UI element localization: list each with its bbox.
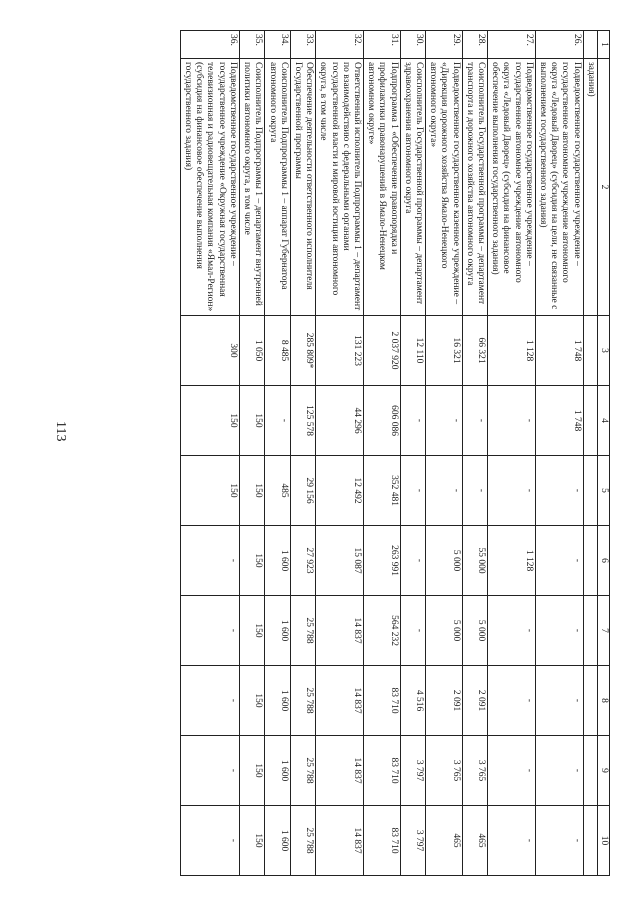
value-cell: 14 837 [316, 806, 364, 876]
value-cell: 3 765 [425, 736, 462, 806]
value-cell: - [535, 596, 583, 666]
value-cell: 16 321 [425, 316, 462, 386]
value-cell: - [425, 386, 462, 456]
value-cell: 44 296 [316, 386, 364, 456]
value-cell: - [400, 456, 425, 526]
value-cell: 5 000 [425, 526, 462, 596]
value-cell: 12 492 [316, 456, 364, 526]
value-cell [583, 456, 597, 526]
value-cell: 1 050 [239, 316, 264, 386]
value-cell: 1 128 [487, 316, 535, 386]
table-row [180, 31, 239, 876]
value-cell: - [180, 736, 239, 806]
value-cell: 5 000 [462, 596, 487, 666]
value-cell: 27 923 [290, 526, 315, 596]
value-cell: - [535, 806, 583, 876]
table-row [239, 31, 264, 876]
value-cell: - [180, 526, 239, 596]
value-cell: 606 086 [363, 386, 400, 456]
value-cell: 5 000 [425, 596, 462, 666]
value-cell: 1 128 [487, 526, 535, 596]
column-header: 5 [597, 456, 609, 526]
budget-table-sheet [80, 30, 610, 875]
value-cell: 1 748 [535, 316, 583, 386]
value-cell: 1 600 [265, 666, 290, 736]
value-cell: 83 710 [363, 666, 400, 736]
value-cell: 150 [239, 526, 264, 596]
row-name: Подведомственное государственное учреждение – государственное учреждение «Окружная государственная телевизионная и радиовещательная компания «Ямал-Регион» (субсидия на финансовое обеспечение выполнения государственного задания) [180, 59, 239, 316]
value-cell: - [487, 596, 535, 666]
value-cell: 66 321 [462, 316, 487, 386]
row-name: Ответственный исполнитель Подпрограммы 1 – департамент по взаимодействию с федеральными органами государственной власти и мировой юстиции автономного округа, в том числе [316, 59, 364, 316]
value-cell: - [400, 386, 425, 456]
value-cell: 300 [180, 316, 239, 386]
value-cell: 4 516 [400, 666, 425, 736]
value-cell [583, 596, 597, 666]
value-cell: 150 [239, 666, 264, 736]
value-cell: 150 [239, 386, 264, 456]
value-cell: 564 232 [363, 596, 400, 666]
value-cell: 150 [239, 806, 264, 876]
value-cell: 15 087 [316, 526, 364, 596]
value-cell: 150 [180, 456, 239, 526]
value-cell: - [462, 386, 487, 456]
value-cell: 1 600 [265, 806, 290, 876]
value-cell: 2 091 [425, 666, 462, 736]
value-cell: - [535, 736, 583, 806]
column-header: 3 [597, 316, 609, 386]
table-row [487, 31, 535, 876]
value-cell: 263 991 [363, 526, 400, 596]
page-number: 113 [53, 421, 68, 442]
value-cell: - [535, 526, 583, 596]
value-cell: 83 710 [363, 736, 400, 806]
value-cell: 83 710 [363, 806, 400, 876]
value-cell: 29 156 [290, 456, 315, 526]
column-header: 6 [597, 526, 609, 596]
row-number: 36. [180, 31, 239, 59]
table-row [535, 31, 583, 876]
row-name: Соисполнитель Подпрограммы 1 – департамент внутренней политики автономного округа, в том числе [239, 59, 264, 316]
value-cell: 25 788 [290, 596, 315, 666]
value-cell: - [487, 456, 535, 526]
value-cell: 3 797 [400, 736, 425, 806]
value-cell: 8 485 [265, 316, 290, 386]
table-body [180, 31, 597, 876]
value-cell: 14 837 [316, 666, 364, 736]
column-number-row [597, 31, 609, 876]
row-number: 35. [239, 31, 264, 59]
value-cell: - [462, 456, 487, 526]
value-cell: 150 [239, 596, 264, 666]
value-cell: 1 748 [535, 386, 583, 456]
value-cell: 1 600 [265, 526, 290, 596]
value-cell: 3 797 [400, 806, 425, 876]
value-cell: - [425, 456, 462, 526]
row-number-cell [583, 31, 597, 59]
value-cell: - [535, 666, 583, 736]
row-number: 28. [462, 31, 487, 59]
column-header: 10 [597, 806, 609, 876]
continuation-text: задания) [583, 59, 597, 316]
row-number: 32. [316, 31, 364, 59]
row-name: Соисполнитель Государственной программы – департамент транспорта и дорожного хозяйства автономного округа [462, 59, 487, 316]
value-cell: - [535, 456, 583, 526]
value-cell: - [487, 666, 535, 736]
value-cell: 3 765 [462, 736, 487, 806]
value-cell [583, 386, 597, 456]
table-row [290, 31, 315, 876]
value-cell: 25 788 [290, 806, 315, 876]
value-cell: 25 788 [290, 736, 315, 806]
value-cell: 2 091 [462, 666, 487, 736]
value-cell: 131 223 [316, 316, 364, 386]
value-cell: - [400, 596, 425, 666]
continuation-row [583, 31, 597, 876]
row-name: Подведомственное государственное казенное учреждение – «Дирекция дорожного хозяйства Ямало-Ненецкого автономного округа» [425, 59, 462, 316]
row-number: 30. [400, 31, 425, 59]
row-name: Соисполнитель Подпрограммы 1 – аппарат Губернатора автономного округа [265, 59, 290, 316]
value-cell: 150 [239, 456, 264, 526]
row-number: 29. [425, 31, 462, 59]
row-name: Подпрограмма 1 «Обеспечение правопорядка и профилактики правонарушений в Ямало-Ненецком автономном округе» [363, 59, 400, 316]
column-header: 4 [597, 386, 609, 456]
value-cell: 14 837 [316, 736, 364, 806]
value-cell: 2 037 920 [363, 316, 400, 386]
value-cell: - [180, 596, 239, 666]
value-cell: - [487, 386, 535, 456]
row-name: Подведомственное государственное учреждение – государственное автономное учреждение автономного округа «Ледовый Дворец» (субсидия на финансовое обеспечение выполнения государственного задания) [487, 59, 535, 316]
value-cell: 485 [265, 456, 290, 526]
column-header: 8 [597, 666, 609, 736]
table-row [316, 31, 364, 876]
column-header: 1 [597, 31, 609, 59]
table-row [400, 31, 425, 876]
value-cell: 14 837 [316, 596, 364, 666]
value-cell: 25 788 [290, 666, 315, 736]
value-cell: 352 481 [363, 456, 400, 526]
table-row [265, 31, 290, 876]
value-cell: 12 110 [400, 316, 425, 386]
column-header: 7 [597, 596, 609, 666]
value-cell: 465 [462, 806, 487, 876]
value-cell: - [487, 806, 535, 876]
table-row [462, 31, 487, 876]
value-cell: - [180, 806, 239, 876]
row-number: 34. [265, 31, 290, 59]
row-name: Обеспечение деятельности ответственного исполнителя Государственной программы [290, 59, 315, 316]
value-cell: 465 [425, 806, 462, 876]
table-row [363, 31, 400, 876]
table-row [425, 31, 462, 876]
row-number: 31. [363, 31, 400, 59]
value-cell [583, 806, 597, 876]
value-cell: 55 000 [462, 526, 487, 596]
value-cell: 1 600 [265, 596, 290, 666]
value-cell [583, 736, 597, 806]
row-name: Соисполнитель Государственной программы – департамент здравоохранения автономного округа [400, 59, 425, 316]
value-cell: - [400, 526, 425, 596]
row-number: 27. [487, 31, 535, 59]
value-cell [583, 526, 597, 596]
column-header: 2 [597, 59, 609, 316]
row-number: 26. [535, 31, 583, 59]
value-cell: 150 [180, 386, 239, 456]
row-name: Подведомственное государственное учреждение – государственное автономное учреждение автономного округа «Ледовый Дворец» (субсидия на цели, не связанные с выполнением государственного задания) [535, 59, 583, 316]
budget-table [180, 30, 610, 876]
value-cell: 1 600 [265, 736, 290, 806]
value-cell: 285 809* [290, 316, 315, 386]
value-cell: - [265, 386, 290, 456]
value-cell: - [487, 736, 535, 806]
value-cell: 150 [239, 736, 264, 806]
column-header: 9 [597, 736, 609, 806]
row-number: 33. [290, 31, 315, 59]
value-cell: 125 578 [290, 386, 315, 456]
value-cell [583, 666, 597, 736]
value-cell: - [180, 666, 239, 736]
value-cell [583, 316, 597, 386]
